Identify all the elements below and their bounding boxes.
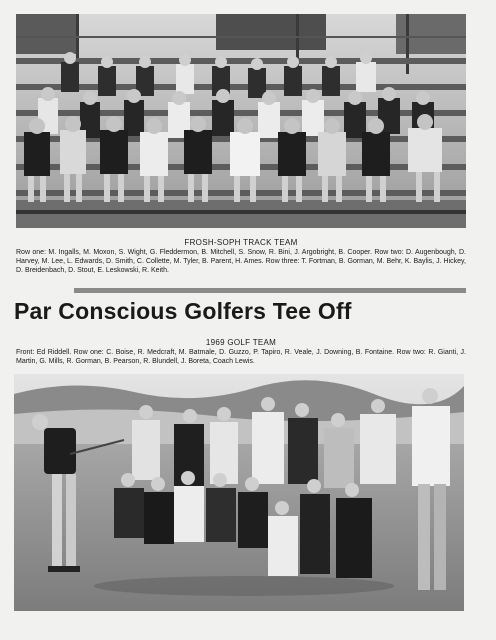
golf-team-photo [14, 374, 464, 611]
track-team-caption: Row one: M. Ingalls, M. Moxon, S. Wight, G. Fleddermon, B. Mitchell, S. Snow, R. Bini, J. Argobright, B. Cooper. Row two: D. Augenbough, D. Harvey, M. Lee, L. Edwards, D. Smith, C. Collette, M. Tyler, B. Parent, H. Ames. Row three: T. Fortman, B. Gorman, M. Behr, K. Baylis, J. Hickey, D. Breidenbach, D. Stout, E. Leskowski, R. Keith. [16, 249, 466, 274]
golf-photo-graphic [14, 374, 464, 611]
track-team-photo [16, 14, 466, 228]
section-divider [74, 288, 466, 293]
golf-team-title: 1969 GOLF TEAM [205, 338, 277, 347]
golf-team-caption: Front: Ed Riddell. Row one: C. Boise, R. Medcraft, M. Batmale, D. Guzzo, P. Tapiro, R. Veale, J. Downing, B. Fontaine. Row two: R. Gianti, J. Martin, G. Mills, R. Gorman, B. Pearson, R. Blundell, J. Boreta, Coach Lewis. [16, 349, 466, 365]
golf-headline: Par Conscious Golfers Tee Off [14, 298, 352, 324]
track-team-title: FROSH-SOPH TRACK TEAM [184, 238, 298, 247]
track-photo-graphic [16, 14, 466, 228]
